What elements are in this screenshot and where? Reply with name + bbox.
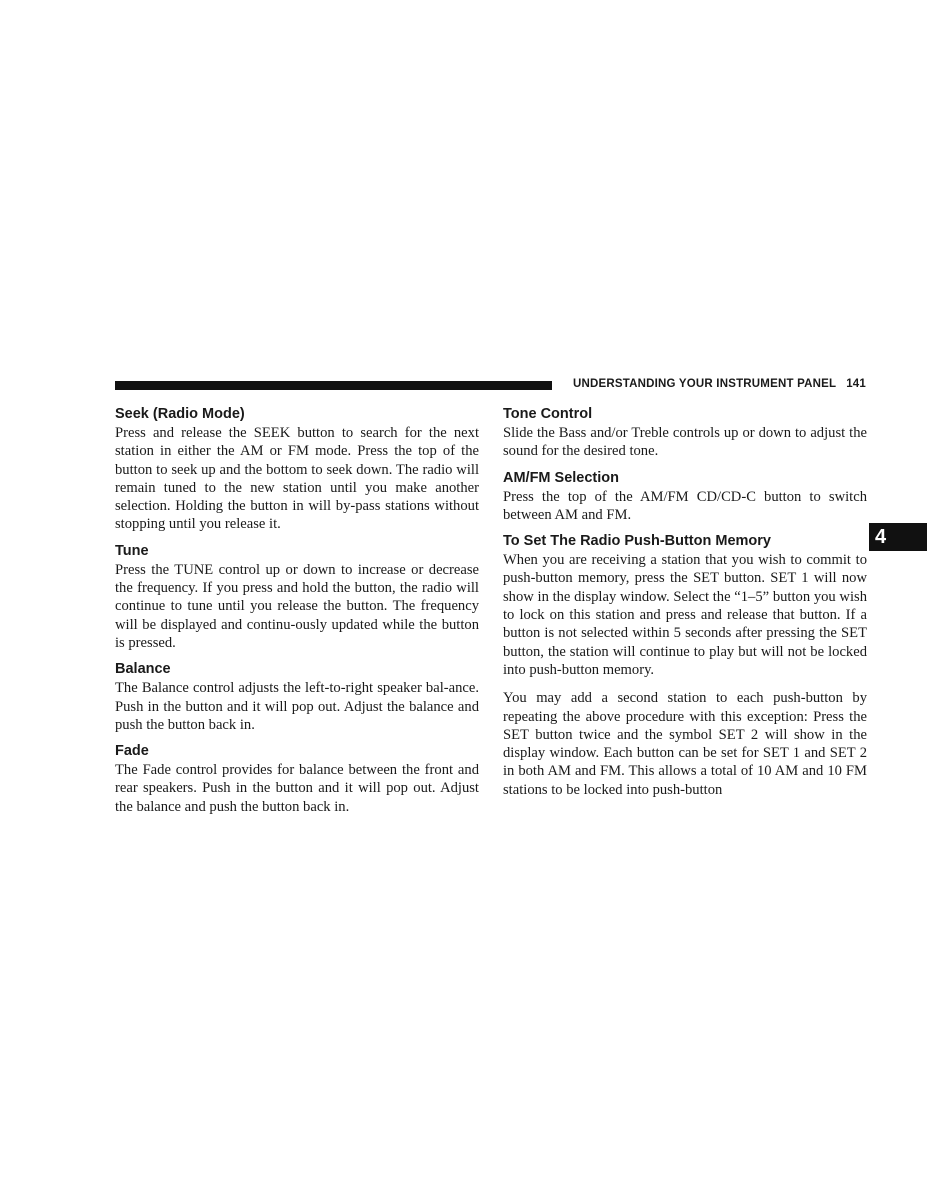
- section-body: Press the TUNE control up or down to increase or decrease the frequency. If you press and hold the button, the radio will continue to tune until you release the button. The frequency will be displayed and continu-ously updated while the button is pressed.: [115, 561, 479, 651]
- section-body: Slide the Bass and/or Treble controls up or down to adjust the sound for the desired tone.: [503, 425, 867, 460]
- running-header: [562, 378, 866, 390]
- section-tune: [115, 542, 479, 652]
- section-push-button-memory: [503, 532, 867, 799]
- section-body-continued: You may add a second station to each push-button by repeating the above procedure with this exception: Press the SET button twice and the symbol SET 2 will show in the display window. Each button can be set for SET 1 and SET 2 in both AM and FM. This allows a total of 10 AM and 10 FM stations to be locked into push-button: [503, 690, 867, 798]
- right-column: [503, 405, 867, 807]
- section-seek: [115, 405, 479, 534]
- section-heading: To Set The Radio Push-Button Memory: [503, 533, 771, 550]
- left-column: [115, 405, 479, 824]
- section-heading: Tune: [115, 542, 149, 559]
- section-body: Press and release the SEEK button to search for the next station in either the AM or FM mode. Press the top of the button to seek up and the bottom to seek down. The radio will remain tuned to the new station until you make another selection. Holding the button in will by-pass stations without stopping until you release it.: [115, 425, 479, 533]
- section-body: Press the top of the AM/FM CD/CD-C button to switch between AM and FM.: [503, 488, 867, 523]
- section-tone-control: [503, 405, 867, 461]
- section-fade: [115, 742, 479, 816]
- header-title: UNDERSTANDING YOUR INSTRUMENT PANEL: [573, 378, 837, 390]
- section-heading: Fade: [115, 743, 149, 760]
- chapter-tab: 4: [869, 523, 927, 551]
- section-body: The Fade control provides for balance between the front and rear speakers. Push in the button and it will pop out. Adjust the balance and push the button back in.: [115, 762, 479, 815]
- section-heading: Balance: [115, 661, 171, 678]
- section-am-fm-selection: [503, 469, 867, 525]
- page-number: 141: [846, 378, 866, 390]
- section-body: When you are receiving a station that you wish to commit to push-button memory, press the SET button. SET 1 will now show in the display window. Select the “1–5” button you wish to lock on this station and press and release that button. If a button is not selected within 5 seconds after pressing the SET button, the station will continue to play but will not be locked into push-button memory.: [503, 552, 867, 678]
- section-heading: AM/FM Selection: [503, 469, 620, 486]
- header-rule: [115, 381, 552, 390]
- section-heading: Seek (Radio Mode): [115, 406, 245, 422]
- section-balance: [115, 660, 479, 734]
- section-body: The Balance control adjusts the left-to-right speaker bal-ance. Push in the button and it will pop out. Adjust the balance and push the button back in.: [115, 680, 479, 733]
- section-heading: Tone Control: [503, 406, 593, 422]
